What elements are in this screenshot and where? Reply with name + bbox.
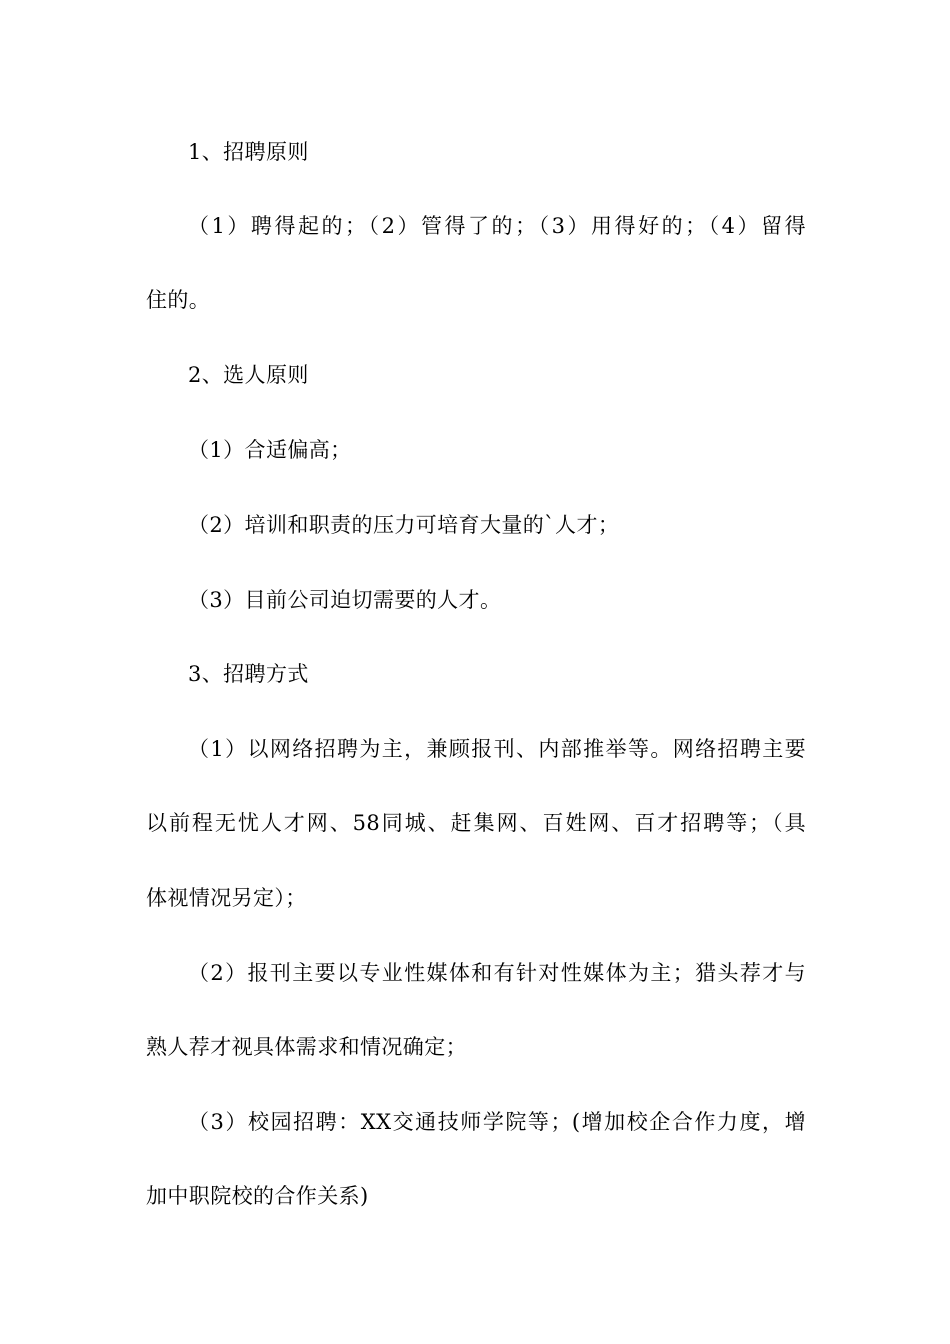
paragraph-line: （3）校园招聘：XX交通技师学院等；(增加校企合作力度，增 xyxy=(188,1110,806,1134)
paragraph-line: 住的。 xyxy=(146,288,211,312)
paragraph-line: （3）目前公司迫切需要的人才。 xyxy=(188,588,502,612)
paragraph-line: （2）培训和职责的压力可培育大量的`人才； xyxy=(188,513,620,537)
paragraph-line: 以前程无忧人才网、58同城、赶集网、百姓网、百才招聘等；（具 xyxy=(146,811,806,835)
section-heading-recruitment-methods: 3、招聘方式 xyxy=(188,662,309,686)
paragraph-line: （2）报刊主要以专业性媒体和有针对性媒体为主；猎头荐才与 xyxy=(188,961,806,985)
paragraph-line: （1）以网络招聘为主，兼顾报刊、内部推举等。网络招聘主要 xyxy=(188,737,806,761)
paragraph-line: 熟人荐才视具体需求和情况确定； xyxy=(146,1035,467,1059)
paragraph-line: （1）聘得起的；（2）管得了的；（3）用得好的；（4）留得 xyxy=(188,214,806,238)
paragraph-line: （1）合适偏高； xyxy=(188,438,352,462)
paragraph-line: 加中职院校的合作关系) xyxy=(146,1184,369,1208)
section-heading-selection-principles: 2、选人原则 xyxy=(188,363,309,387)
section-heading-recruitment-principles: 1、招聘原则 xyxy=(188,140,309,164)
paragraph-line: 体视情况另定）； xyxy=(146,886,307,910)
